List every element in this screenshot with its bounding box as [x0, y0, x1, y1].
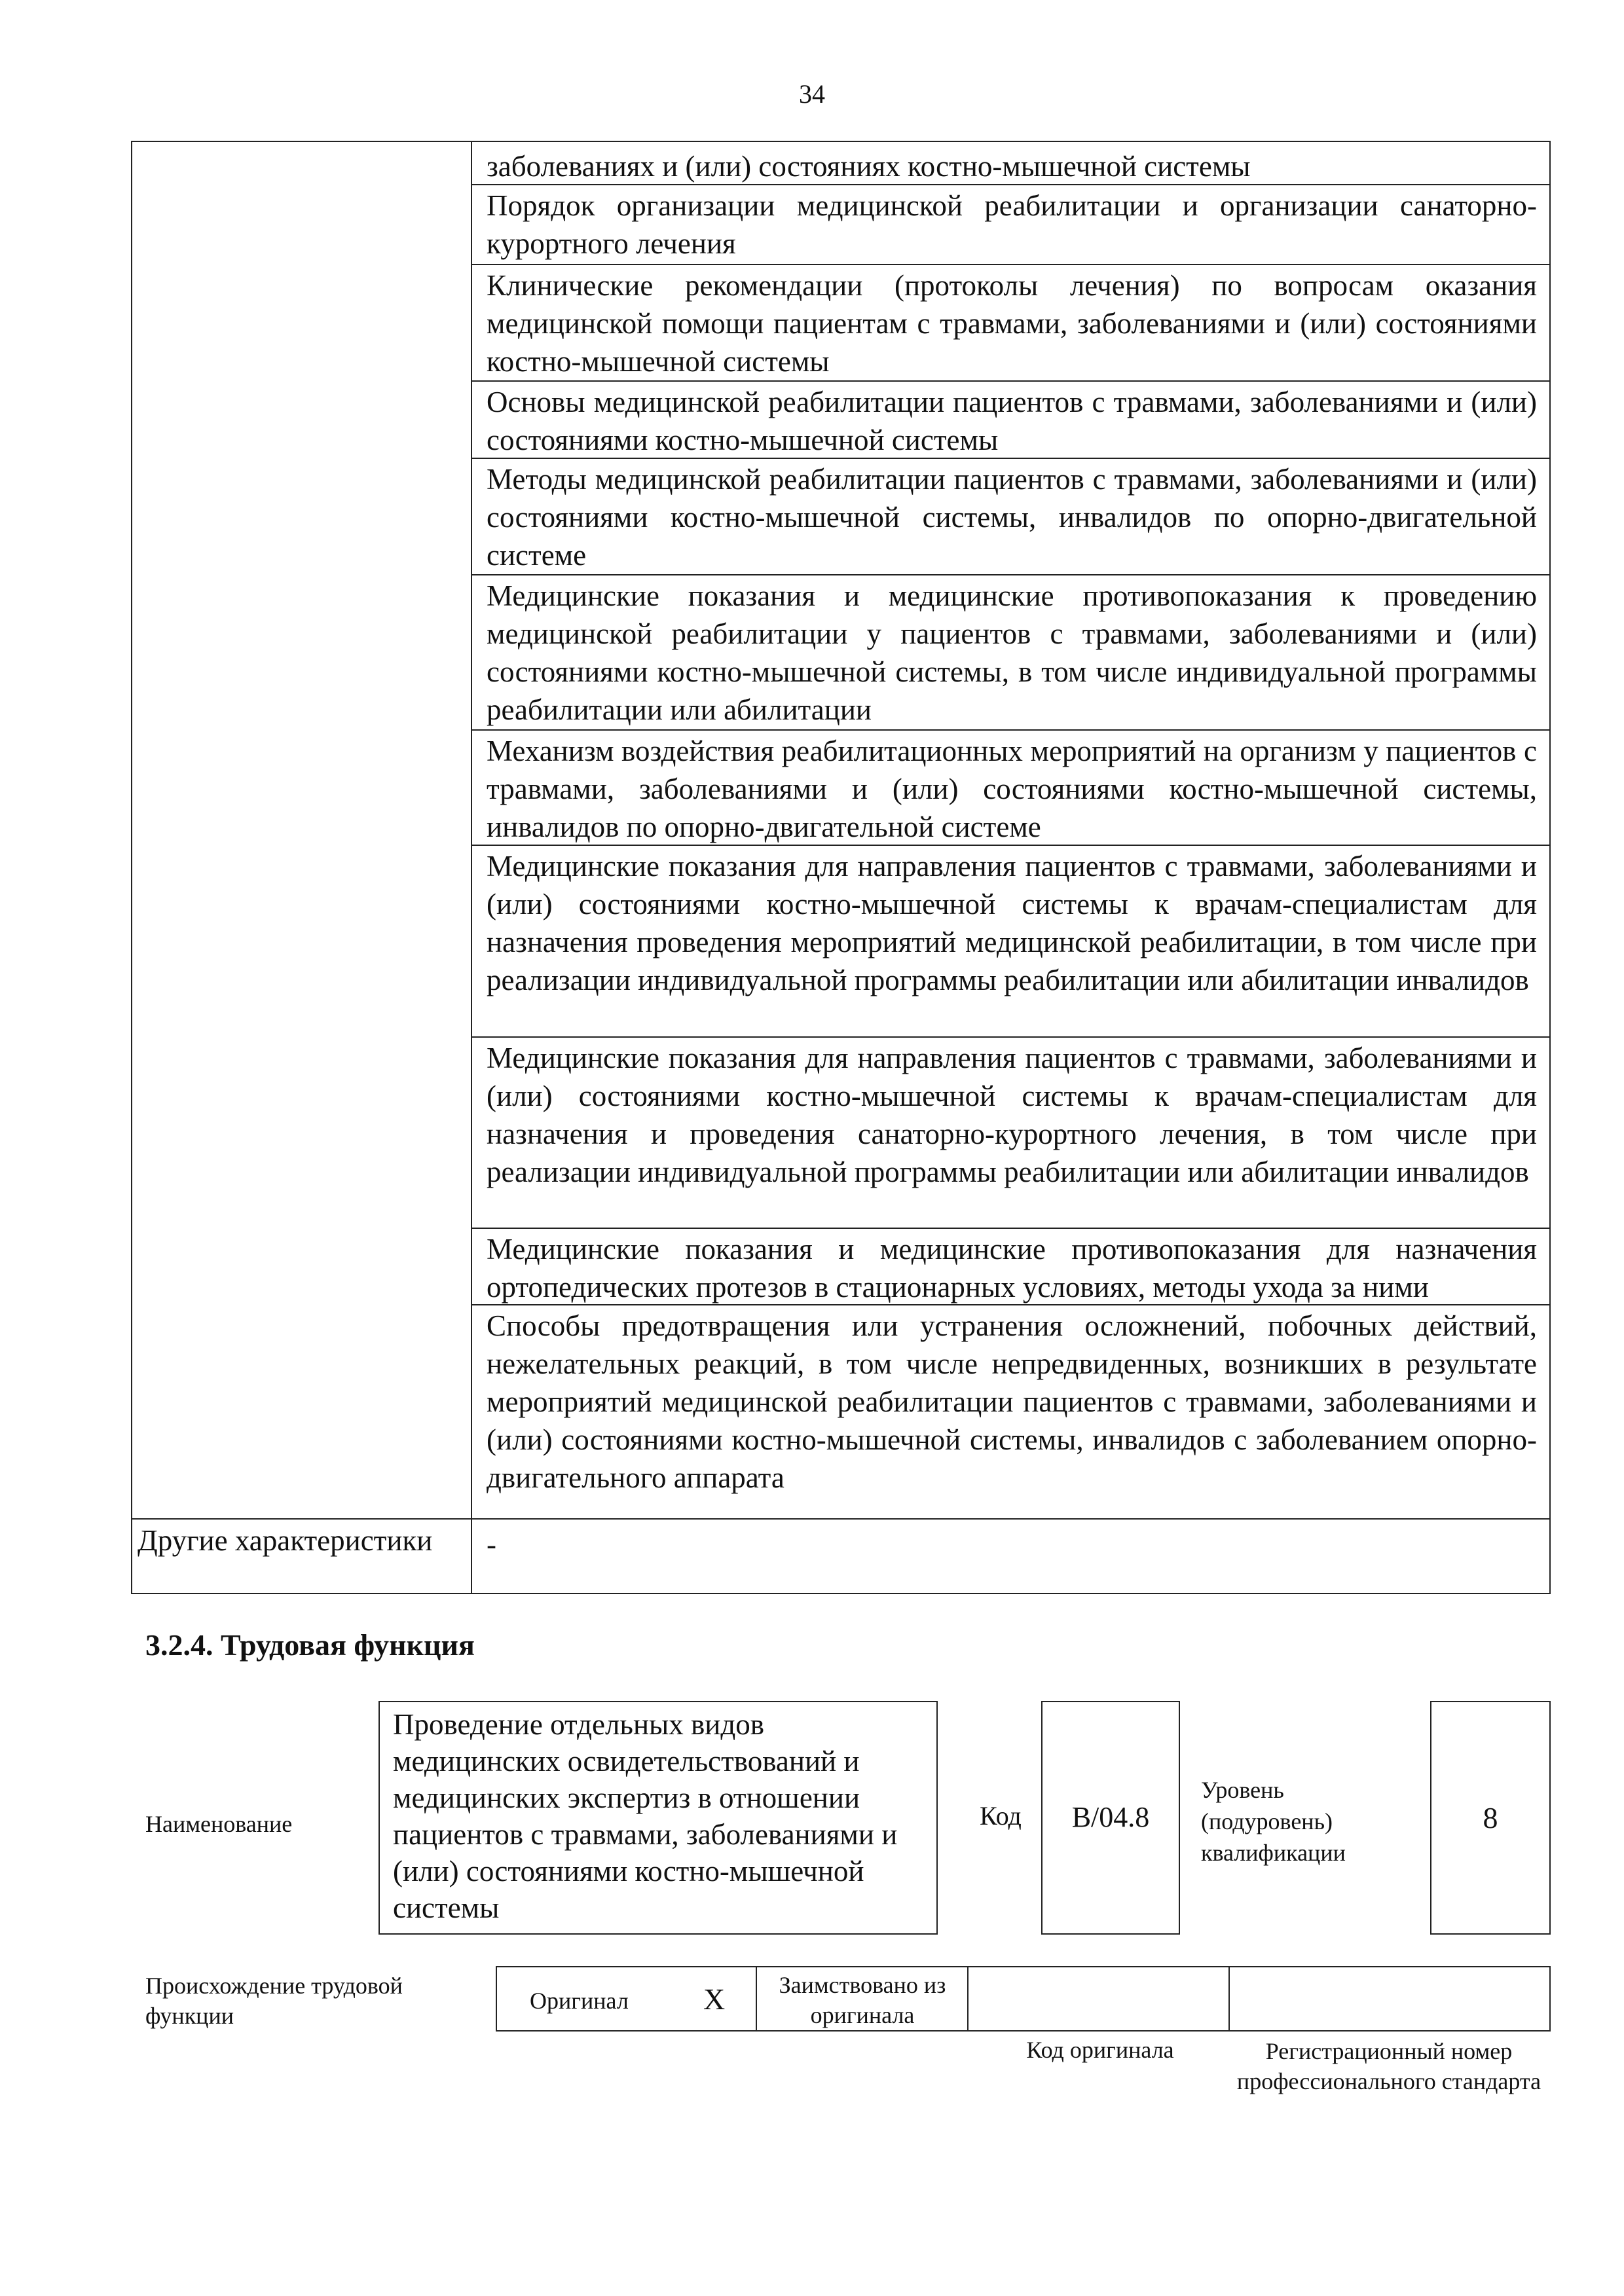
borrowed-label: Заимствовано из оригинала — [779, 1972, 946, 2028]
code-label: Код — [980, 1801, 1022, 1831]
table-row: Клинические рекомендации (протоколы лечения) по вопросам оказания медицинской помощи пациентам с травмами, заболеваниями и (или) состояниями костно-мышечной системы — [487, 269, 1537, 378]
origin-label: Происхождение трудовой функции — [145, 1973, 403, 2029]
function-name-box — [378, 1701, 938, 1935]
name-label: Наименование — [145, 1811, 293, 1837]
table-row: Основы медицинской реабилитации пациентов с травмами, заболеваниями и (или) состояниями костно-мышечной системы — [487, 386, 1537, 456]
table-row: Медицинские показания для направления пациентов с травмами, заболеваниями и (или) состояниями костно-мышечной системы к врачам-специалистам для назначения проведения мероприятий медицинской реабилитации, в том числе при реализации индивидуальной программы реабилитации или абилитации инвалидов — [487, 850, 1537, 996]
original-mark: X — [703, 1982, 726, 2016]
function-name-value: Проведение отдельных видов медицинских освидетельствований и медицинских экспертиз в отношении пациентов с травмами, заболеваниями и (или) состояниями костно-мышечной системы — [393, 1708, 898, 1924]
reg-number-caption: Регистрационный номер профессионального стандарта — [1236, 2038, 1541, 2094]
section-title: 3.2.4. Трудовая функция — [145, 1628, 475, 1662]
page-number: 34 — [799, 79, 825, 109]
table-row: Порядок организации медицинской реабилитации и организации санаторно-курортного лечения — [487, 189, 1537, 260]
table-row: Медицинские показания и медицинские противопоказания к проведению медицинской реабилитации у пациентов с травмами, заболеваниями и (или) состояниями костно-мышечной системы, в том числе индивидуальной программы реабилитации или абилитации — [487, 579, 1537, 726]
other-characteristics-value: - — [487, 1528, 496, 1561]
table-row: Медицинские показания и медицинские противопоказания для назначения ортопедических протезов в стационарных условиях, методы ухода за ними — [487, 1233, 1537, 1303]
origin-table — [496, 1966, 1551, 2032]
level-label: Уровень (подуровень) квалификации — [1201, 1777, 1346, 1866]
table-row: Способы предотвращения или устранения осложнений, побочных действий, нежелательных реакций, в том числе непредвиденных, возникших в результате мероприятий медицинской реабилитации пациентов с травмами, заболеваниями и (или) состояниями костно-мышечной системы, инвалидов с заболеванием опорно-двигательного аппарата — [487, 1309, 1537, 1494]
level-box — [1430, 1701, 1551, 1935]
other-characteristics-label: Другие характеристики — [138, 1524, 433, 1557]
code-value: B/04.8 — [1071, 1801, 1150, 1833]
knowledge-table — [131, 141, 1551, 1594]
table-row: заболеваниях и (или) состояниях костно-мышечной системы — [487, 150, 1251, 183]
original-label: Оригинал — [530, 1988, 629, 2014]
code-original-caption: Код оригинала — [1026, 2037, 1174, 2063]
table-row: Методы медицинской реабилитации пациентов с травмами, заболеваниями и (или) состояниями костно-мышечной системы, инвалидов по опорно-двигательной системе — [487, 463, 1537, 572]
table-row: Механизм воздействия реабилитационных мероприятий на организм у пациентов с травмами, заболеваниями и (или) состояниями костно-мышечной системы, инвалидов по опорно-двигательной системе — [487, 735, 1537, 843]
column-divider — [471, 142, 472, 1593]
code-box — [1041, 1701, 1180, 1935]
level-value: 8 — [1483, 1801, 1498, 1834]
table-row: Медицинские показания для направления пациентов с травмами, заболеваниями и (или) состояниями костно-мышечной системы к врачам-специалистам для назначения и проведения санаторно-курортного лечения, в том числе при реализации индивидуальной программы реабилитации или абилитации инвалидов — [487, 1042, 1537, 1188]
